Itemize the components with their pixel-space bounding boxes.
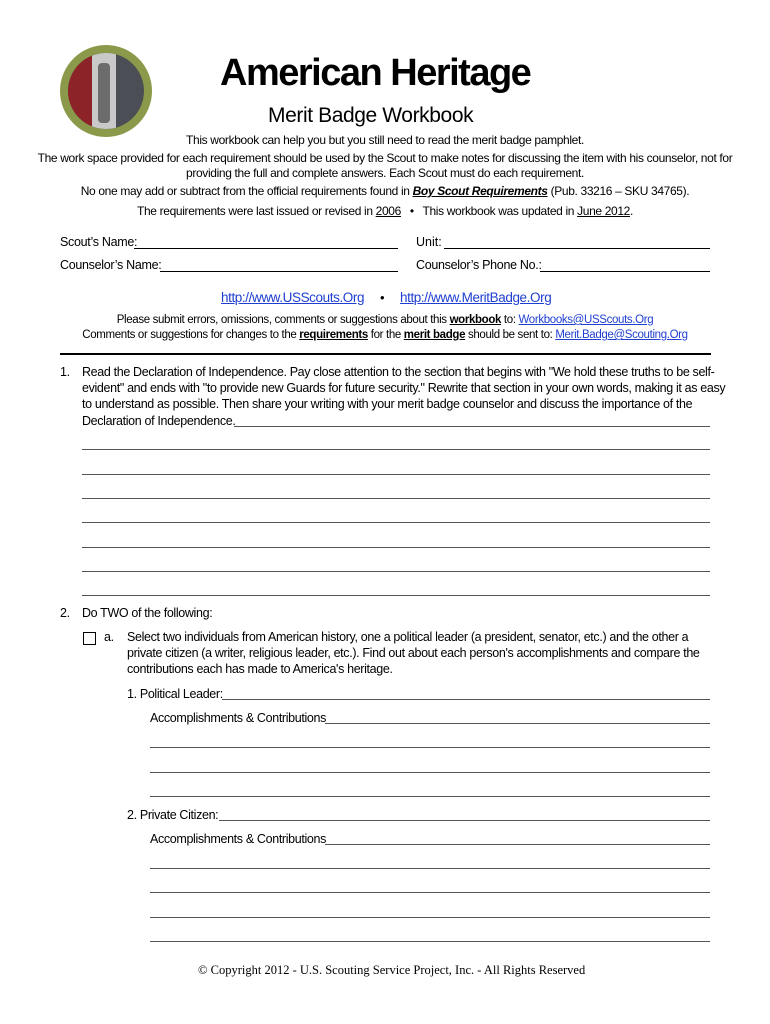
link-text[interactable]: http://www.MeritBadge.Org bbox=[400, 290, 552, 305]
req1-text: to understand as possible. Then share your writing with your merit badge counselor and discuss the importance of the bbox=[82, 397, 693, 411]
answer-line[interactable] bbox=[82, 498, 710, 499]
submit-note bbox=[0, 314, 770, 326]
text: (Pub. 33216 – SKU 34765). bbox=[547, 184, 690, 198]
answer-line[interactable] bbox=[82, 547, 710, 548]
accomplishments-label: Accomplishments & Contributions bbox=[150, 711, 327, 725]
meritbadge-email-link[interactable]: Merit.Badge@Scouting.Org bbox=[555, 329, 688, 341]
text: workbook bbox=[449, 314, 502, 326]
counselor-phone-label: Counselor’s Phone No.: bbox=[416, 258, 542, 272]
meritbadge-link[interactable] bbox=[400, 290, 551, 305]
req2-text: Do TWO of the following: bbox=[82, 606, 213, 620]
bullet: • bbox=[380, 290, 385, 305]
political-leader-field[interactable] bbox=[222, 699, 710, 700]
private-citizen-field[interactable] bbox=[219, 820, 710, 821]
section-divider bbox=[60, 353, 711, 355]
text: . bbox=[630, 204, 633, 218]
scout-name-field[interactable] bbox=[134, 248, 398, 249]
text: Please submit errors, omissions, comments or suggestions about this bbox=[116, 314, 450, 326]
unit-label: Unit: bbox=[416, 235, 442, 249]
answer-line[interactable] bbox=[150, 892, 710, 893]
req2a-checkbox[interactable] bbox=[83, 632, 96, 645]
req2-number: 2. bbox=[60, 606, 70, 620]
update-date: June 2012 bbox=[577, 204, 631, 218]
page-title: American Heritage bbox=[220, 52, 531, 94]
answer-line[interactable] bbox=[82, 522, 710, 523]
text: No one may add or subtract from the official requirements found in bbox=[80, 184, 413, 198]
merit-badge-logo bbox=[60, 45, 152, 137]
text: The requirements were last issued or revised in bbox=[137, 204, 376, 218]
accomplishments-label: Accomplishments & Contributions bbox=[150, 832, 327, 846]
answer-line[interactable] bbox=[150, 796, 710, 797]
boy-scout-requirements: Boy Scout Requirements bbox=[412, 184, 548, 198]
scout-name-label: Scout’s Name: bbox=[60, 235, 138, 249]
counselor-phone-field[interactable] bbox=[540, 271, 710, 272]
answer-line[interactable] bbox=[150, 747, 710, 748]
text: Comments or suggestions for changes to the bbox=[82, 329, 300, 341]
intro-text: The work space provided for each requirement should be used by the Scout to make notes for discussing the item with his counselor, not for bbox=[37, 151, 733, 165]
counselor-name-label: Counselor’s Name: bbox=[60, 258, 162, 272]
text: should be sent to: bbox=[465, 329, 556, 341]
answer-line[interactable] bbox=[325, 723, 710, 724]
answer-line[interactable] bbox=[82, 449, 710, 450]
intro-text bbox=[0, 204, 770, 218]
intro-text: providing the full and complete answers. Each Scout must do each requirement. bbox=[186, 166, 584, 180]
req1-text: Read the Declaration of Independence. Pay close attention to the section that begins with "We hold these truths to be self- bbox=[82, 365, 715, 379]
answer-line[interactable] bbox=[82, 571, 710, 572]
req2a-text: contributions each has made to America's heritage. bbox=[127, 662, 393, 676]
workbooks-email-link[interactable]: Workbooks@USScouts.Org bbox=[518, 314, 654, 326]
req2a-label: a. bbox=[104, 630, 114, 644]
text: requirements bbox=[299, 329, 368, 341]
page-subtitle: Merit Badge Workbook bbox=[268, 104, 474, 127]
req2a-text: private citizen (a writer, religious leader, etc.). Find out about each person's accomplishments and compare the bbox=[127, 646, 700, 660]
intro-text bbox=[0, 184, 770, 198]
political-leader-label: 1. Political Leader: bbox=[127, 687, 223, 701]
text: for the bbox=[367, 329, 404, 341]
answer-line[interactable] bbox=[82, 474, 710, 475]
counselor-name-field[interactable] bbox=[160, 271, 398, 272]
answer-line[interactable] bbox=[234, 426, 710, 427]
text: merit badge bbox=[403, 329, 466, 341]
usscouts-link[interactable] bbox=[221, 290, 364, 305]
unit-field[interactable] bbox=[444, 248, 710, 249]
answer-line[interactable] bbox=[150, 868, 710, 869]
answer-line[interactable] bbox=[150, 917, 710, 918]
req1-text: Declaration of Independence. bbox=[82, 414, 236, 428]
answer-line[interactable] bbox=[325, 844, 710, 845]
intro-text: This workbook can help you but you still need to read the merit badge pamphlet. bbox=[186, 133, 584, 147]
private-citizen-label: 2. Private Citizen: bbox=[127, 808, 219, 822]
link-text[interactable]: http://www.USScouts.Org bbox=[221, 290, 365, 305]
req2a-text: Select two individuals from American history, one a political leader (a president, senator, etc.) and the other a bbox=[127, 630, 689, 644]
copyright-footer: © Copyright 2012 - U.S. Scouting Service Project, Inc. - All Rights Reserved bbox=[198, 963, 586, 977]
req1-number: 1. bbox=[60, 365, 70, 379]
req1-text: evident" and ends with "to provide new Guards for future security." Rewrite that section in your own words, making it as easy bbox=[82, 381, 726, 395]
text: • This workbook was updated in bbox=[400, 204, 578, 218]
comments-note bbox=[0, 329, 770, 341]
answer-line[interactable] bbox=[150, 941, 710, 942]
text: to: bbox=[501, 314, 519, 326]
answer-line[interactable] bbox=[150, 772, 710, 773]
answer-line[interactable] bbox=[82, 595, 710, 596]
revision-year: 2006 bbox=[375, 204, 401, 218]
